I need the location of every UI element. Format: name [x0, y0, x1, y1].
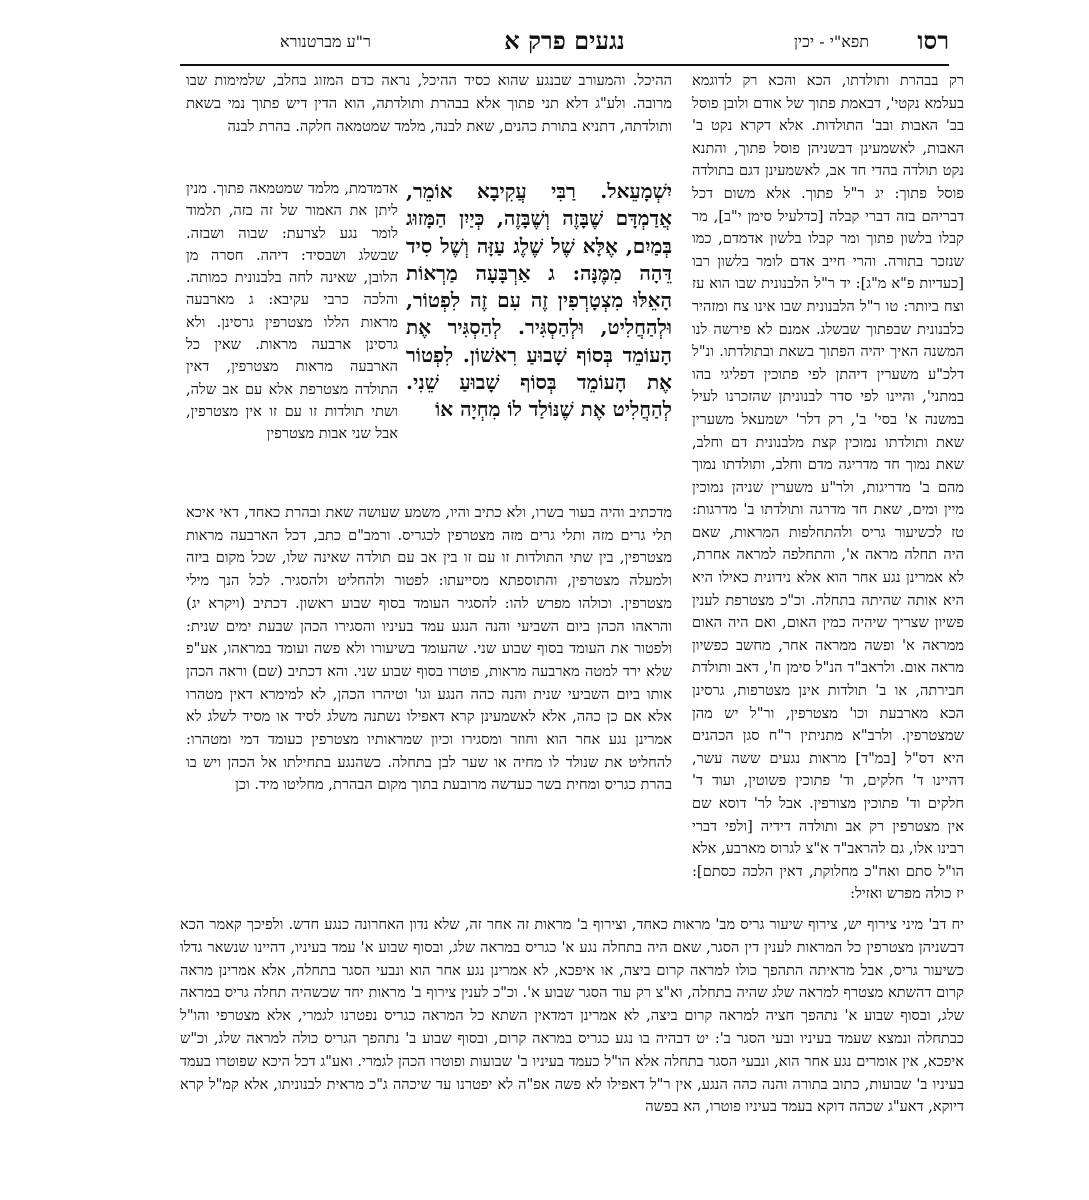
mishna-text-block	[406, 178, 672, 500]
commentary-right-text: רק בבהרת ותולדתו, הכא והכא רק לדוגמא בעלמא נקטי', דבאמת פתוך של אודם ולובן פוסל בב' האבות ובב' התולדות. אלא דקרא נקט ב' האבות, לאשמעינן דבשניהן פוסל פתוך, והתנא נקט תולדה בהדי חד אב, לאשמעינן דגם בתולדה פוסל פתוך: יג ר"ל פתוך. אלא משום דכל דבריהם בזה דברי קבלה [כדלעיל סימן י"ב], מר קבלו בלשון פתוך ומר קבלו בלשון אדמדם, כמו שנזכר בתורה. והרי חייב אדם לומר בלשון רבו [כעדיות פ"א מ"ג]: יד ר"ל הלבנונית שבו הוא עז וצח ביותר: טו ר"ל הלבנונית שבו אינו צח ומזהיר כלבנונית שבפתוך שבשלג. אמנם לא פירשה לנו המשנה האיך יהיה הפתוך בשאת ובתולדתו. ונ"ל דלכ"ע משערין דיהתן לפי פתוכין דפליגי בהו במתני', והיינו לפי סדר לבנוניתן שהזכרנו לעיל במשנה א' בסי' ב', רק דלר' ישמעאל משערין שאת ותולדתו נמוכין קצת מלבנונית דם וחלב, שאת נמוך חד מדריגה מדם וחלב, ותולדתו נמוך מהם ב' מדריגות, ולר"ע משערין שניהן נמוכין מיין ומים, שאת חד מדרגה ותולדתו ב' מדרגות: טז לכשיעור גריס ולהתחלפות המראות, שאם היה תחלה מראה א', והתחלפה למראה אחרת, לא אמרינן נגע אחר הוא אלא נידונית כאילו היא היא אותה שהיתה בתחלה. וכ"כ מצטרפת לענין פשיון שצריך שיהיה כמין האום, ואם היה האום ממראה א' ופשה ממראה אחר, מחשב כפשיון מראה אום. ולראב"ד הנ"ל סימן ח', דאב ותולדת חבירתה, או ב' תולדות אינן מצטרפות, גרסינן הכא מארבעת וכו' מצטרפין, ור"ל יש מהן שמצטרפין. ולרב"א מתניתין ר"ח סגן הכהנים היא דס"ל [במ"ד] מראות נגעים ששה עשר, דהיינו ד' חלקים, וד' פתוכין פשוטין, ועוד ד' חלקים וד' פתוכין מצורפין. אבל לר' דוסא שם אין מצטרפין רק אב ותולדה דידיה [ולפי דברי רבינו אלו, גם להראב"ד א"צ לגרוס מארבע, אלא הו"ל סתם ואח"כ מחלוקת, דאין הלכה כסתם]: יז כולה מפרש ואזיל:	[692, 72, 964, 903]
header-rule	[180, 64, 949, 66]
commentary-left-inner-text: אדמדמת, מלמד שמטמאה פתוך. מנין ליתן את האמור של זה בזה, תלמוד לומר נגע לצרעת: שבוה ושבזה. שבשלג ושבסיד: דיהה. חסרה מן הלובן, שאינה לחה בלבנונית כמותה. והלכה כרבי עקיבא: ג מארבעה מראות הללו מצטרפין גרסינן. ולא גרסינן ארבעה מראות. שאין כל הארבעה מראות מצטרפין, דאין התולדה מצטרפת אלא עם אב שלה, ושתי תולדות זו עם זו אין מצטרפין, אבל שני אבות מצטרפין	[186, 180, 398, 443]
running-head-left: ר"ע מברטנורא	[280, 32, 371, 51]
page-number: רסו	[917, 26, 949, 55]
page-title: נגעים פרק א	[504, 26, 625, 55]
commentary-left-inner	[186, 178, 398, 500]
commentary-left-top-text: ההיכל. והמעורב שבנגע שהוא כסיד ההיכל, נראה כדם המזוג בחלב, שלמימות שבו מרובה. ולע"ג דלא תני פתוך אלא בבהרת ותולדתה, הוא הדין דיש פתוך נמי בשאת ותולדתה, דתניא בתורת כהנים, שאת לבנה, מלמד שמטמאה חלקה. בהרת לבנה	[186, 72, 672, 135]
commentary-left-main	[186, 502, 672, 914]
commentary-bottom	[180, 914, 964, 1144]
commentary-bottom-text: יח דב' מיני צירוף יש, צירוף שיעור גריס מב' מראות כאחד, וצירוף ב' מראות זה אחר זה, שלא נדון האחרונה כנגע חדש. ולפיכך קאמר הכא דבשניהן מצטרפין כל המראות לענין דין הסגר, שאם היה בתחלה נגע א' כגריס במראה שלג, ובסוף שבוע א' עמד בעיניו, דהיינו שנשאר גדלו כשיעור גריס, אבל מראיתה התהפך כולו למראה קרום ביצה, או איפכא, לא אמרינן נגע אחר הוא ונבעי הסגר בתחלה, אלא אמרינן מראה קרום דהשתא מצטרף למראה שלג שהיה בתחלה, וא"צ רק עוד הסגר שבוע א'. וכ"כ לענין צירוף ב' מראות יחד שכשהיה תחלה גריס במראה שלג, ובסוף שבוע א' נתהפך חציה למראה קרום ביצה, לא אמרינן דמדאין השתא כל המראה כגריס נפטרנו לגמרי, אלא מצטרפי והו"ל כבתחלה ונמצא שעמד בעיניו ובעי הסגר ב': יט דבהיה בו נגע כגריס במראה קרום, ובסוף שבוע ב' נתהפך הגריס כולה למראה שלג, וכ"ש איפכא, אין אומרים נגע אחר הוא, ונבעי הסגר בתחלה אלא הו"ל כעמד בעיניו ב' שבועות ופוטרו הכהן לגמרי. ואע"ג דכל היכא שפוטרו בעמד בעיניו ב' שבועות, כתוב בתורה והנה כהה הנגע, אין ר"ל דאפילו לא פשה אפ"ה לא יפטרנו עד שיכהה ג"כ מראית לבנוניתו, אלא קמ"ל קרא דיוקא, דאע"ג שכהה דוקא בעמד בעיניו פוטרו, הא בפשה	[180, 916, 964, 1116]
commentary-left-top	[186, 70, 672, 166]
commentary-left-main-text: מדכתיב והיה בעור בשרו, ולא כתיב והיו, משמע שעושה שאת ובהרת כאחד, דאי איכא תלי גרים מזה ותלי גרים מזה מצטרפין לכגריס. ורמב"ם כתב, דכל הארבעה מראות מצטרפין, בין שתי התולדות זו עם זו בין אב עם תולדה שאינה שלו, שכל מקום ביזה ולמעלה מצטרפין, והתוספתא מסייעתו: לפטור ולהחליט ולהסגיר. לכל הנך מילי מצטרפין. וכולהו מפרש להו: להסגיר העומד בסוף שבוע ראשון. דכתיב (ויקרא יג) והראהו הכהן ביום השביעי והנה הנגע עמד בעיניו והסגירו הכהן שבעת ימים שנית: ולפטור את העומד בסוף שבוע שני. שהעומד בשיעורו ולא פשה ועומד במראהו, אע"פ שלא ירד למטה מארבעה מראות, פוטרו בסוף שבוע שני. והא דכתיב (שם) וראה הכהן אותו ביום השביעי שנית והנה כהה הנגע וגו' וטיהרו הכהן, לא למימרא דאין מטהרו אלא אם כן כהה, אלא לאשמעינן קרא דאפילו נשתנה משלג לסיד או מסיד לשלג לא אמרינן נגע אחר הוא וחוזר ומסגירו וכיון שמראותיו מצטרפין כעומד דמי ומטהרו: להחליט את שנולד לו מחיה או שער לבן בתחלה. כשהנגע בתחילתו אל הכהן ויש בו בהרת כגריס ומחית בשר כעדשה מרובעת בתוך מקום הבהרת, מחליטו מיד. וכן	[186, 504, 672, 794]
running-head-right: תפא"י - יכין	[793, 32, 869, 51]
commentary-right-column	[692, 70, 964, 912]
mishna-text: יִשְׁמָעֵאל. רַבִּי עֲקִיבָא אוֹמֵר, אֲדַמְדָּם שֶׁבָּזֶה וְשֶׁבָּזֶה, כְּיַיִן הַמָּזוּג בְּמַיִם, אֶלָּא שֶׁל שֶׁלֶג עַזָּה וְשֶׁל סִיד דֵּהָה מִמֶּנָּה: ג אַרְבָּעָה מַרְאוֹת הָאֵלּוּ מִצְטָרְפִין זֶה עִם זֶה לִפְטוֹר, וּלְהַחֲלִיט, וּלְהַסְגִּיר. לְהַסְגִּיר אֶת הָעוֹמֵד בְּסוֹף שָׁבוּעַ רִאשׁוֹן. לִפְטוֹר אֶת הָעוֹמֵד בְּסוֹף שָׁבוּעַ שֵׁנִי. לְהַחֲלִיט אֶת שֶׁנּוֹלַד לוֹ מִחְיָה אוֹ	[406, 179, 672, 422]
page-header	[180, 28, 949, 62]
